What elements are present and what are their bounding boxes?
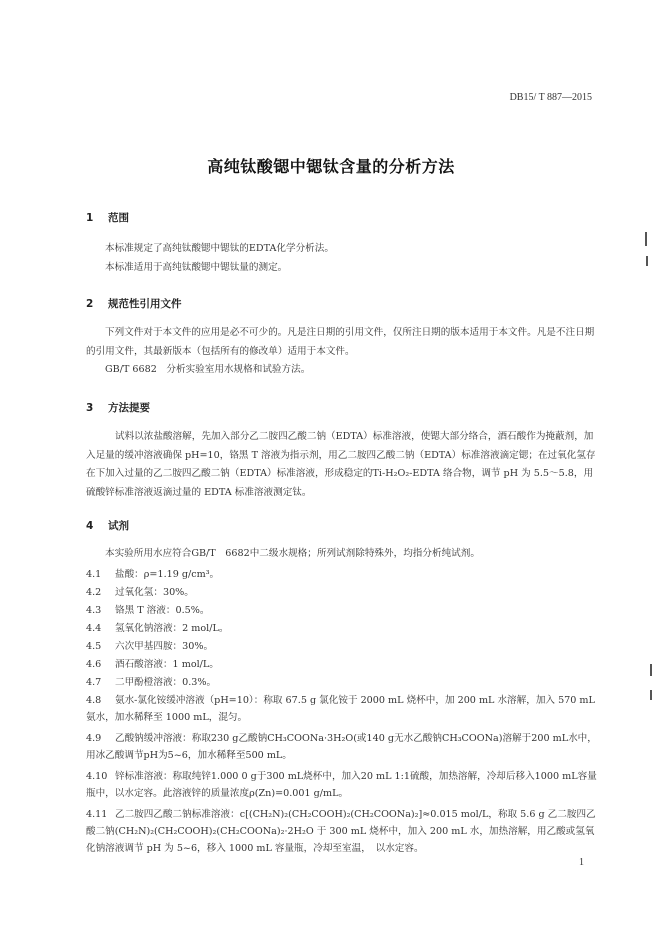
reagent-number: 4.6 bbox=[86, 659, 102, 670]
section-2-para-2: GB/T 6682 分析实验室用水规格和试验方法。 bbox=[105, 364, 311, 375]
reagent-number: 4.3 bbox=[86, 605, 102, 616]
reagent-number: 4.10 bbox=[86, 771, 108, 782]
reagent-text: 过氧化氢：30%。 bbox=[115, 587, 194, 598]
section-3-para-1: 试料以浓盐酸溶解，先加入部分乙二胺四乙酸二钠（EDTA）标准溶液，使锶大部分络合，酒石酸作为掩蔽剂，加入足量的缓冲溶液确保 pH=10，铬黑 T 溶液为指示剂，用乙二胺四乙酸二钠（EDTA）标准溶液滴定锶；在过氧化氢存在下加入过量的乙二胺四乙酸二钠（EDTA）标准溶液，形成稳定的Ti-H₂O₂-EDTA 络合物，调节 pH 为 5.5～5.8，用硫酸锌标准溶液返滴过量的 EDTA 标准溶液测定钛。 bbox=[86, 431, 596, 498]
section-2-para-1: 下列文件对于本文件的应用是必不可少的。凡是注日期的引用文件，仅所注日期的版本适用于本文件。凡是不注日期的引用文件，其最新版本（包括所有的修改单）适用于本文件。 bbox=[86, 327, 595, 357]
reagent-item bbox=[86, 656, 598, 673]
section-4-number: 4 bbox=[86, 520, 94, 532]
section-3-title: 方法提要 bbox=[108, 402, 150, 414]
reagent-number: 4.11 bbox=[86, 809, 108, 820]
reagent-item bbox=[86, 674, 598, 691]
section-4-intro bbox=[86, 545, 596, 564]
reagent-text: 锌标准溶液：称取纯锌1.000 0 g于300 mL烧杯中，加入20 mL 1:1硫酸，加热溶解，冷却后移入1000 mL容量瓶中，以水定容。此溶液锌的质量浓度ρ(Zn)=0.001 g/mL。 bbox=[86, 771, 597, 799]
scan-mark bbox=[650, 690, 652, 700]
section-1-number: 1 bbox=[86, 212, 94, 224]
section-1-heading bbox=[86, 210, 129, 225]
reagent-item bbox=[86, 566, 598, 583]
reagent-text: 乙酸钠缓冲溶液：称取230 g乙酸钠CH₃COONa·3H₂O(或140 g无水乙酸钠CH₃COONa)溶解于200 mL水中，用冰乙酸调节pH为5~6，加水稀释至500 mL。 bbox=[86, 733, 597, 761]
reagent-number: 4.9 bbox=[86, 733, 102, 744]
reagent-item bbox=[86, 768, 598, 802]
reagent-text: 二甲酚橙溶液：0.3%。 bbox=[115, 677, 217, 688]
reagent-item bbox=[86, 806, 598, 857]
reagent-item bbox=[86, 638, 598, 655]
reagent-text: 氨水-氯化铵缓冲溶液（pH=10）：称取 67.5 g 氯化铵于 2000 mL 烧杯中，加 200 mL 水溶解，加入 570 mL 氨水，加水稀释至 1000 mL，混匀。 bbox=[86, 695, 595, 723]
reagent-number: 4.8 bbox=[86, 695, 102, 706]
reagent-number: 4.7 bbox=[86, 677, 102, 688]
section-3-number: 3 bbox=[86, 402, 94, 414]
reagent-item bbox=[86, 730, 598, 764]
section-4-title: 试剂 bbox=[108, 520, 129, 532]
section-4-heading bbox=[86, 518, 129, 533]
reagent-text: 乙二胺四乙酸二钠标准溶液：c[(CH₂N)₂(CH₂COOH)₂(CH₂COONa)₂]≈0.015 mol/L，称取 5.6 g 乙二胺四乙酸二钠(CH₂N)₂(CH₂COOH)₂(CH₂COONa)₂·2H₂O 于 300 mL 烧杯中，加入 200 mL 水，加热溶解，用乙酸或氢氧化钠溶液调节 pH 为 5~6，移入 1000 mL 容量瓶，冷却至室温， 以水定容。 bbox=[86, 809, 596, 854]
reagent-item bbox=[86, 692, 598, 726]
reagent-number: 4.5 bbox=[86, 641, 102, 652]
section-3-body bbox=[86, 428, 598, 502]
section-2-heading bbox=[86, 296, 182, 311]
section-2-title: 规范性引用文件 bbox=[108, 298, 182, 310]
section-4-intro-text: 本实验所用水应符合GB/T 6682中二级水规格；所列试剂除特殊外，均指分析纯试剂。 bbox=[105, 548, 480, 559]
reagent-item bbox=[86, 620, 598, 637]
reagent-number: 4.4 bbox=[86, 623, 102, 634]
standard-code: DB15/ T 887—2015 bbox=[509, 92, 592, 103]
section-3-heading bbox=[86, 400, 150, 415]
scan-mark bbox=[646, 256, 648, 266]
section-1-para-1: 本标准规定了高纯钛酸锶中锶钛的EDTA化学分析法。 bbox=[105, 243, 334, 254]
reagent-number: 4.1 bbox=[86, 569, 102, 580]
reagent-text: 六次甲基四胺：30%。 bbox=[115, 641, 214, 652]
scan-mark bbox=[650, 664, 652, 676]
reagent-number: 4.2 bbox=[86, 587, 102, 598]
section-1-title: 范围 bbox=[108, 212, 129, 224]
section-2-number: 2 bbox=[86, 298, 94, 310]
reagent-item bbox=[86, 602, 598, 619]
page-title: 高纯钛酸锶中锶钛含量的分析方法 bbox=[207, 157, 455, 176]
section-1-body bbox=[86, 240, 596, 277]
section-1-para-2: 本标准适用于高纯钛酸锶中锶钛量的测定。 bbox=[105, 261, 288, 273]
section-2-body bbox=[86, 324, 596, 380]
reagent-text: 铬黑 T 溶液：0.5%。 bbox=[115, 605, 210, 616]
page-number: 1 bbox=[579, 857, 584, 868]
reagent-item bbox=[86, 584, 598, 601]
reagent-text: 酒石酸溶液：1 mol/L。 bbox=[115, 659, 219, 670]
scan-mark bbox=[645, 232, 647, 246]
reagent-text: 盐酸：ρ=1.19 g/cm³。 bbox=[115, 569, 220, 580]
reagent-text: 氢氧化钠溶液：2 mol/L。 bbox=[115, 623, 229, 634]
